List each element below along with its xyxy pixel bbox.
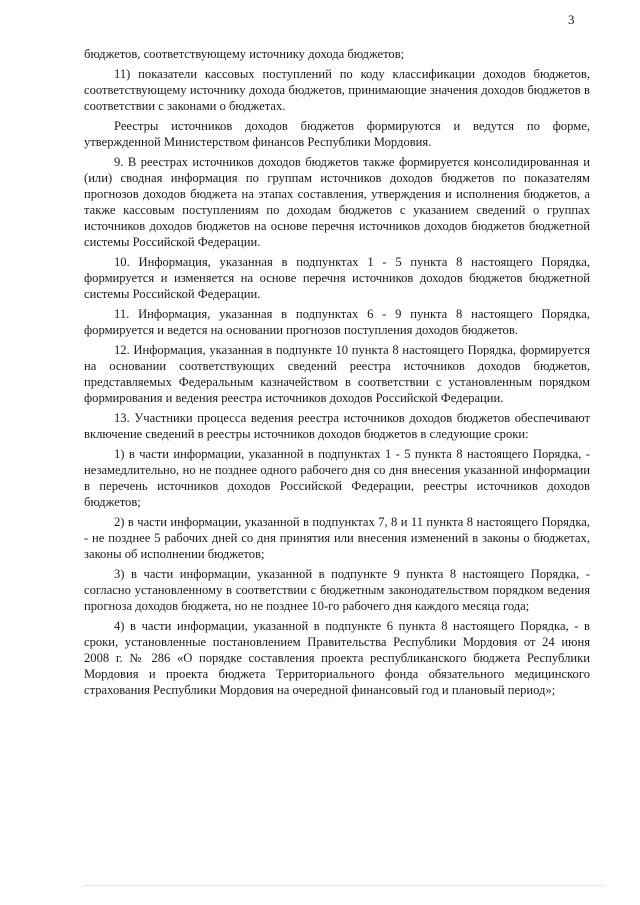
document-body <box>84 46 590 702</box>
paragraph-9: 9. В реестрах источников доходов бюджетов также формируется консолидированная и (или) сводная информация по группам источников доходов бюджетов по показателям прогнозов доходов бюджета на этапах составления, утверждения и исполнения бюджетов, а также кассовым поступлениям по доходам бюджетов с указанием сведений о группах источников доходов бюджетов на основе перечня источников доходов бюджетов бюджетной системы Российской Федерации. <box>84 155 590 249</box>
page-number: 3 <box>568 12 575 27</box>
paragraph-12: 12. Информация, указанная в подпункте 10 пункта 8 настоящего Порядка, формируется на основании соответствующих сведений реестра источников доходов бюджетов, представляемых Федеральным казначейством в соответствии с установленным порядком формирования и ведения реестра источников доходов Российской Федерации. <box>84 343 590 405</box>
subparagraph-2: 2) в части информации, указанной в подпунктах 7, 8 и 11 пункта 8 настоящего Порядка, - не позднее 5 рабочих дней со дня принятия или внесения изменений в законы о бюджетах, законы об исполнении бюджетов; <box>84 515 590 561</box>
paragraph-continuation: бюджетов, соответствующему источнику дохода бюджетов; <box>84 47 405 61</box>
paragraph-registry-form: Реестры источников доходов бюджетов формируются и ведутся по форме, утвержденной Министерством финансов Республики Мордовия. <box>84 119 590 149</box>
paragraph-11: 11. Информация, указанная в подпунктах 6 - 9 пункта 8 настоящего Порядка, формируется и ведется на основании прогнозов поступления доходов бюджетов. <box>84 307 590 337</box>
subparagraph-3: 3) в части информации, указанной в подпункте 9 пункта 8 настоящего Порядка, - согласно установленному в соответствии с бюджетным законодательством порядком ведения прогноза доходов бюджета, но не позднее 10-го рабочего дня каждого месяца года; <box>84 567 590 613</box>
paragraph-13: 13. Участники процесса ведения реестра источников доходов бюджетов обеспечивают включение сведений в реестры источников доходов бюджетов в следующие сроки: <box>84 411 590 441</box>
paragraph-item-11: 11) показатели кассовых поступлений по коду классификации доходов бюджетов, соответствующему источнику дохода бюджетов, принимающие значения доходов бюджетов в соответствии с законами о бюджетах. <box>84 67 590 113</box>
subparagraph-1: 1) в части информации, указанной в подпунктах 1 - 5 пункта 8 настоящего Порядка, - незамедлительно, но не позднее одного рабочего дня со дня внесения указанной информации в перечень источников доходов Российской Федерации, реестры источников доходов бюджетов; <box>84 447 590 509</box>
paragraph-10: 10. Информация, указанная в подпунктах 1 - 5 пункта 8 настоящего Порядка, формируется и изменяется на основе перечня источников доходов бюджетов бюджетной системы Российской Федерации. <box>84 255 590 301</box>
scan-noise-divider <box>84 885 604 887</box>
subparagraph-4: 4) в части информации, указанной в подпункте 6 пункта 8 настоящего Порядка, - в сроки, установленные постановлением Правительства Республики Мордовия от 24 июня 2008 г. № 286 «О порядке составления проекта республиканского бюджета Республики Мордовия и проекта бюджета Территориального фонда обязательного медицинского страхования Республики Мордовия на очередной финансовый год и плановый период»; <box>84 619 590 697</box>
